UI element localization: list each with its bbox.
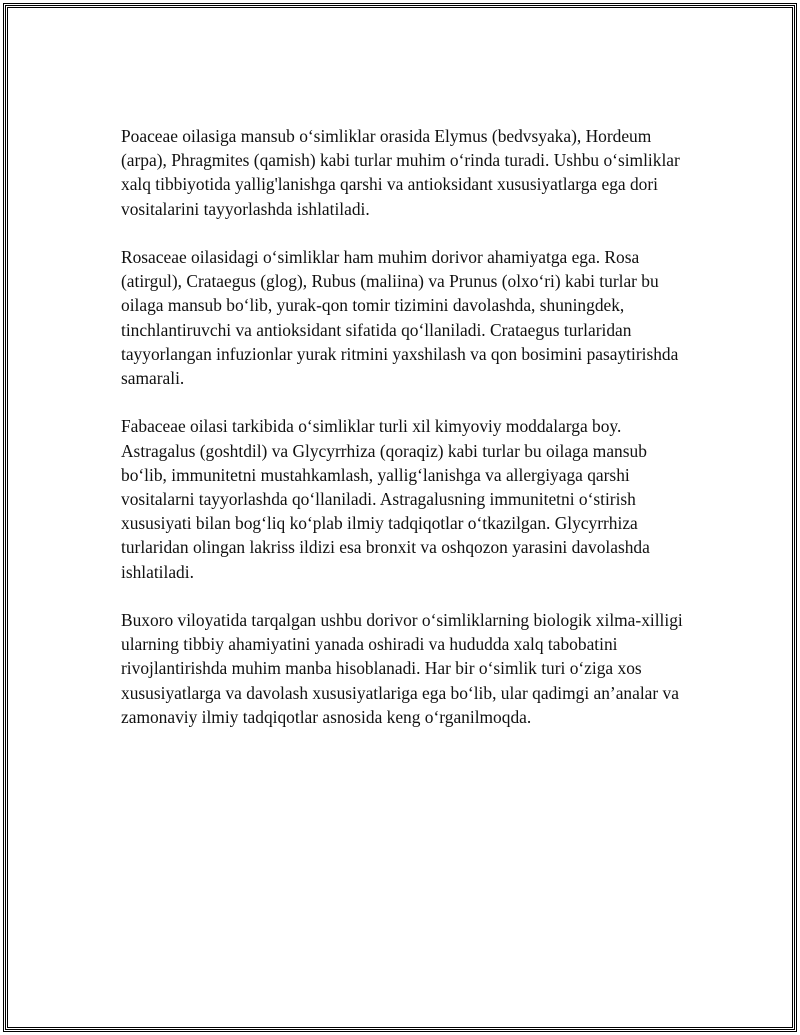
paragraph-fabaceae: Fabaceae oilasi tarkibida o‘simliklar turli xil kimyoviy moddalarga boy. Astragalus (goshtdil) va Glycyrrhiza (qoraqiz) kabi turlar bu oilaga mansub bo‘lib, immunitetni mustahkamlash, yallig‘lanishga va allergiyaga qarshi vositalarni tayyorlashda qo‘llaniladi. Astragalusning immunitetni o‘stirish xususiyati bilan bog‘liq ko‘plab ilmiy tadqiqotlar o‘tkazilgan. Glycyrrhiza turlaridan olingan lakriss ildizi esa bronxit va oshqozon yarasini davolashda ishlatiladi. [121, 416, 650, 582]
paragraph-buxoro: Buxoro viloyatida tarqalgan ushbu dorivor o‘simliklarning biologik xilma-xilligi ularning tibbiy ahamiyatini yanada oshiradi va hududda xalq tabobatini rivojlantirishda muhim manba hisoblanadi. Har bir o‘simlik turi o‘ziga xos xususiyatlarga va davolash xususiyatlariga ega bo‘lib, ular qadimgi an’analar va zamonaviy ilmiy tadqiqotlar asnosida keng o‘rganilmoqda. [121, 610, 683, 727]
paragraph-rosaceae: Rosaceae oilasidagi o‘simliklar ham muhim dorivor ahamiyatga ega. Rosa (atirgul), Crataegus (glog), Rubus (maliina) va Prunus (olxo‘ri) kabi turlar bu oilaga mansub bo‘lib, yurak-qon tomir tizimini davolashda, shuningdek, tinchlantiruvchi va antioksidant sifatida qo‘llaniladi. Crataegus turlaridan tayyorlangan infuzionlar yurak ritmini yaxshilash va qon bosimini pasaytirishda samarali. [121, 247, 679, 389]
page-frame [3, 3, 797, 1032]
paragraph-poaceae: Poaceae oilasiga mansub o‘simliklar orasida Elymus (bedvsyaka), Hordeum (arpa), Phragmites (qamish) kabi turlar muhim o‘rinda turadi. Ushbu o‘simliklar xalq tibbiyotida yallig'lanishga qarshi va antioksidant xususiyatlarga ega dori vositalarini tayyorlashda ishlatiladi. [121, 126, 680, 219]
document-body [121, 124, 691, 753]
